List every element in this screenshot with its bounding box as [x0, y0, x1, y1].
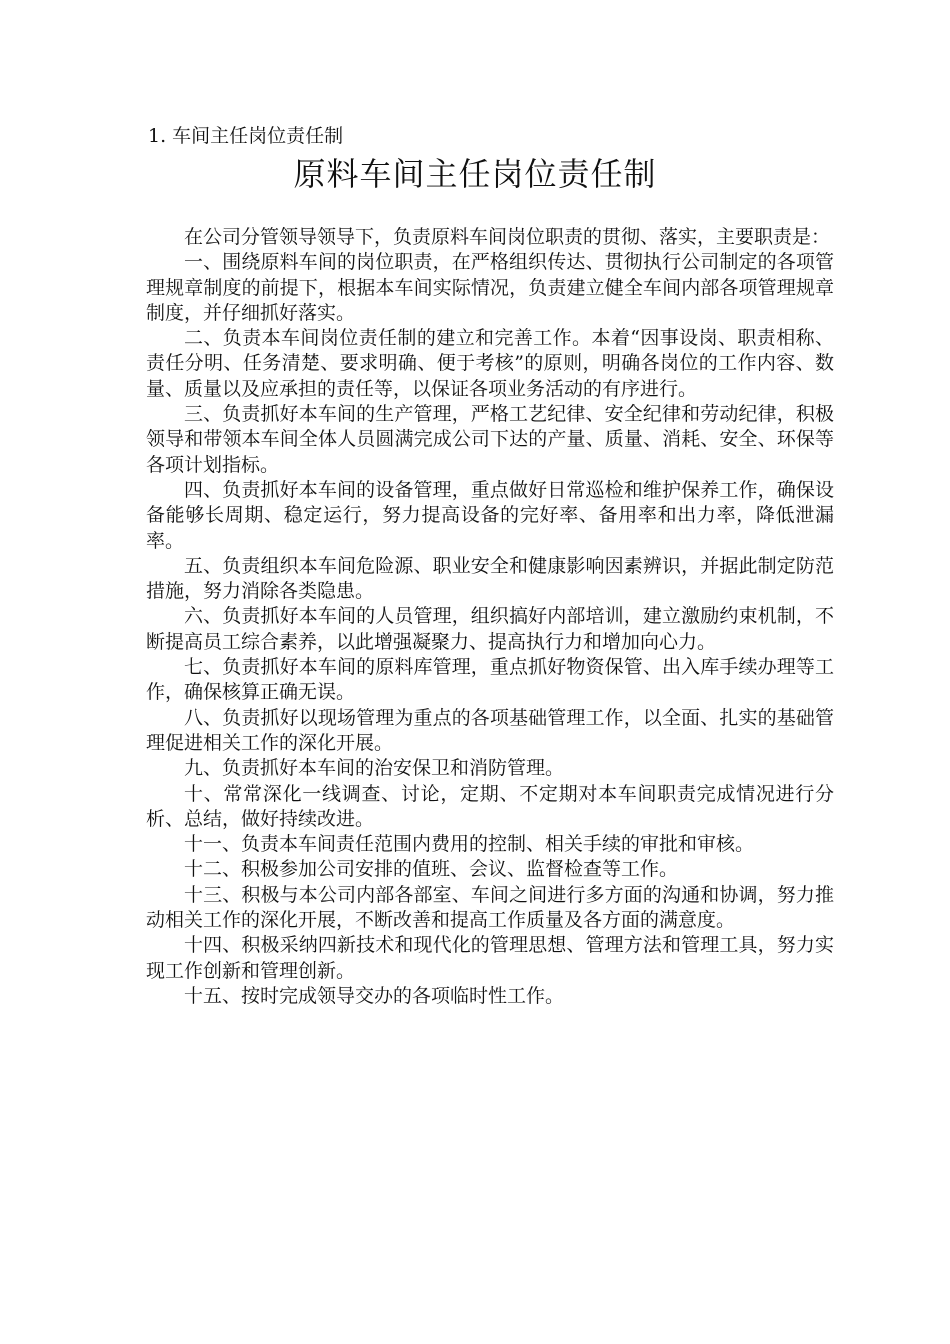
duty-paragraph-12: 十二、积极参加公司安排的值班、会议、监督检查等工作。: [184, 858, 679, 881]
intro-paragraph: 在公司分管领导领导下，负责原料车间岗位职责的贯彻、落实，主要职责是：: [184, 226, 831, 248]
duty-paragraph-2: 二、负责本车间岗位责任制的建立和完善工作。本着“因事设岗、职责相称、责任分明、任务清楚、要求明确、便于考核”的原则，明确各岗位的工作内容、数量、质量以及应承担的责任等，以保证各项业务活动的有序进行。: [146, 327, 834, 400]
document-body: [146, 225, 834, 1009]
duty-paragraph-8: 八、负责抓好以现场管理为重点的各项基础管理工作，以全面、扎实的基础管理促进相关工作的深化开展。: [146, 706, 834, 754]
duty-paragraph-4: 四、负责抓好本车间的设备管理，重点做好日常巡检和维护保养工作，确保设备能够长周期、稳定运行，努力提高设备的完好率、备用率和出力率，降低泄漏率。: [146, 478, 834, 552]
duty-paragraph-7: 七、负责抓好本车间的原料库管理，重点抓好物资保管、出入库手续办理等工作，确保核算正确无误。: [146, 656, 834, 704]
duty-paragraph-13: 十三、积极与本公司内部各部室、车间之间进行多方面的沟通和协调，努力推动相关工作的深化开展，不断改善和提高工作质量及各方面的满意度。: [146, 883, 834, 932]
duty-paragraph-6: 六、负责抓好本车间的人员管理，组织搞好内部培训，建立激励约束机制，不断提高员工综合素养，以此增强凝聚力、提高执行力和增加向心力。: [146, 605, 834, 653]
duty-paragraph-15: 十五、按时完成领导交办的各项临时性工作。: [184, 984, 565, 1007]
duty-paragraph-5: 五、负责组织本车间危险源、职业安全和健康影响因素辨识，并据此制定防范措施，努力消除各类隐患。: [146, 554, 834, 603]
duty-paragraph-11: 十一、负责本车间责任范围内费用的控制、相关手续的审批和审核。: [184, 833, 755, 856]
duty-paragraph-3: 三、负责抓好本车间的生产管理，严格工艺纪律、安全纪律和劳动纪律，积极领导和带领本车间全体人员圆满完成公司下达的产量、质量、消耗、安全、环保等各项计划指标。: [146, 403, 834, 476]
duty-paragraph-10: 十、常常深化一线调查、讨论，定期、不定期对本车间职责完成情况进行分析、总结，做好持续改进。: [146, 782, 834, 830]
document-title: 原料车间主任岗位责任制: [293, 155, 657, 193]
section-label: 1. 车间主任岗位责任制: [148, 125, 344, 147]
duty-paragraph-14: 十四、积极采纳四新技术和现代化的管理思想、管理方法和管理工具，努力实现工作创新和管理创新。: [146, 934, 834, 982]
duty-paragraph-9: 九、负责抓好本车间的治安保卫和消防管理。: [184, 757, 565, 780]
duty-paragraph-1: 一、围绕原料车间的岗位职责，在严格组织传达、贯彻执行公司制定的各项管理规章制度的前提下，根据本车间实际情况，负责建立健全车间内部各项管理规章制度，并仔细抓好落实。: [146, 251, 834, 324]
